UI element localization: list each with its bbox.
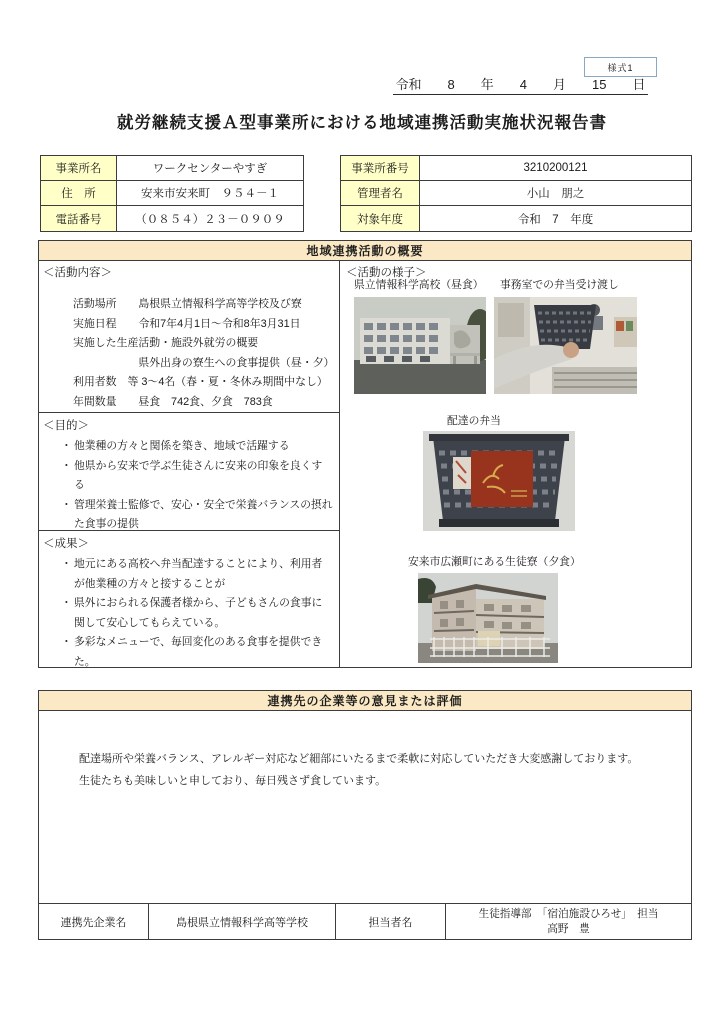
evaluation-box [38, 711, 692, 940]
report-date: 令和 8 年 4 月 15 日 [393, 74, 648, 95]
address-label: 住 所 [41, 181, 117, 206]
activity-line: 実施日程 令和7年4月1日～令和8年3月31日 [73, 317, 301, 330]
purpose-item: ・ 他業種の方々と関係を築き、地域で活躍する [61, 437, 333, 457]
target-year-label: 対象年度 [341, 206, 420, 231]
phone-label: 電話番号 [41, 206, 117, 231]
partner-company-label: 連携先企業名 [39, 904, 149, 939]
activity-content-heading: ＜活動内容＞ [43, 267, 112, 279]
activity-content-section [39, 260, 339, 413]
bullet: ・ [61, 498, 72, 511]
evaluation-section-header: 連携先の企業等の意見または評価 [38, 690, 692, 711]
address-value: 安来市安来町 ９５４－１ [117, 181, 303, 206]
results-item: ・ 多彩なメニューで、毎回変化のある食事を提供できた。 [61, 633, 333, 672]
activity-line: 利用者数 等 3～4名（春・夏・冬休み期間中なし） [73, 376, 328, 388]
evaluation-comment [39, 711, 691, 903]
bullet: ・ [61, 459, 72, 472]
caption-dorm: 安来市広瀬町にある生徒寮（夕食） [408, 556, 581, 568]
phone-value: （０８５４）２３－０９０９ [135, 213, 285, 226]
photo-student-dormitory [418, 573, 558, 663]
activity-lines [39, 295, 339, 412]
activity-line: 県外出身の寮生への食事提供（昼・夕） [73, 356, 335, 369]
partner-info-row [39, 903, 691, 939]
target-year-value: 令和 7 年度 [517, 213, 594, 226]
page-title: 就労継続支援Ａ型事業所における地域連携活動実施状況報告書 [117, 114, 607, 132]
caption-bento: 配達の弁当 [447, 415, 501, 427]
photo-bento-handover [494, 297, 637, 394]
overview-body [38, 260, 692, 668]
photo-school-building [354, 297, 486, 394]
bullet: ・ [61, 558, 72, 570]
overview-section-header: 地域連携活動の概要 [38, 240, 692, 261]
photos-heading: ＜活動の様子＞ [346, 267, 427, 279]
office-number-label: 事業所番号 [341, 156, 420, 181]
evaluation-comment-line1: 配達場所や栄養バランス、アレルギー対応など細部にいたるまで柔軟に対応していただき大変感謝しております。 [79, 753, 639, 765]
results-section [39, 531, 339, 672]
office-name-value: ワークセンターやすぎ [117, 156, 303, 181]
manager-value: 小山 朋之 [420, 181, 691, 206]
purpose-item: ・ 他県から安来で学ぶ生徒さんに安来の印象を良くする [61, 457, 333, 496]
purpose-section [39, 413, 339, 531]
bullet: ・ [61, 636, 72, 648]
activity-line: 活動場所 島根県立情報科学高等学校及び寮 [73, 298, 302, 310]
results-list [39, 555, 339, 672]
contact-person-line1: 生徒指導部 「宿泊施設ひろせ」 担当 [478, 907, 659, 920]
office-name-label: 事業所名 [41, 156, 117, 181]
purpose-item: ・ 管理栄養士監修で、安心・安全で栄養バランスの摂れた食事の提供 [61, 496, 333, 535]
form-number-box: 様式1 [584, 57, 657, 77]
purpose-list [39, 437, 339, 535]
overview-left-column [39, 260, 340, 667]
evaluation-comment-line2: 生徒たちも美味しいと申しており、毎日残さず食しています。 [79, 775, 387, 787]
activity-photos-column [340, 260, 691, 667]
contact-person-label: 担当者名 [336, 904, 446, 939]
results-item: ・ 県外におられる保護者様から、子どもさんの食事に関して安心してもらえている。 [61, 594, 333, 633]
office-number-value: 3210200121 [420, 156, 691, 181]
office-info-table-left [40, 155, 304, 232]
office-info-table-right [340, 155, 692, 232]
activity-line: 実施した生産活動・施設外就労の概要 [73, 337, 259, 349]
purpose-heading: ＜目的＞ [43, 420, 89, 432]
manager-label: 管理者名 [341, 181, 420, 206]
results-item: ・ 地元にある高校へ弁当配達することにより、利用者が他業種の方々と接することが [61, 555, 333, 594]
caption-school: 県立情報科学高校（昼食） [354, 279, 484, 291]
contact-person-value [446, 904, 691, 939]
partner-company-value: 島根県立情報科学高等学校 [149, 904, 336, 939]
results-heading: ＜成果＞ [43, 538, 89, 550]
activity-line: 年間数量 昼食 742食、夕食 783食 [73, 395, 273, 408]
bullet: ・ [61, 440, 72, 452]
bullet: ・ [61, 597, 72, 609]
photo-delivered-bento [423, 431, 575, 531]
contact-person-line2: 高野 豊 [547, 922, 590, 935]
caption-office: 事務室での弁当受け渡し [500, 279, 619, 291]
